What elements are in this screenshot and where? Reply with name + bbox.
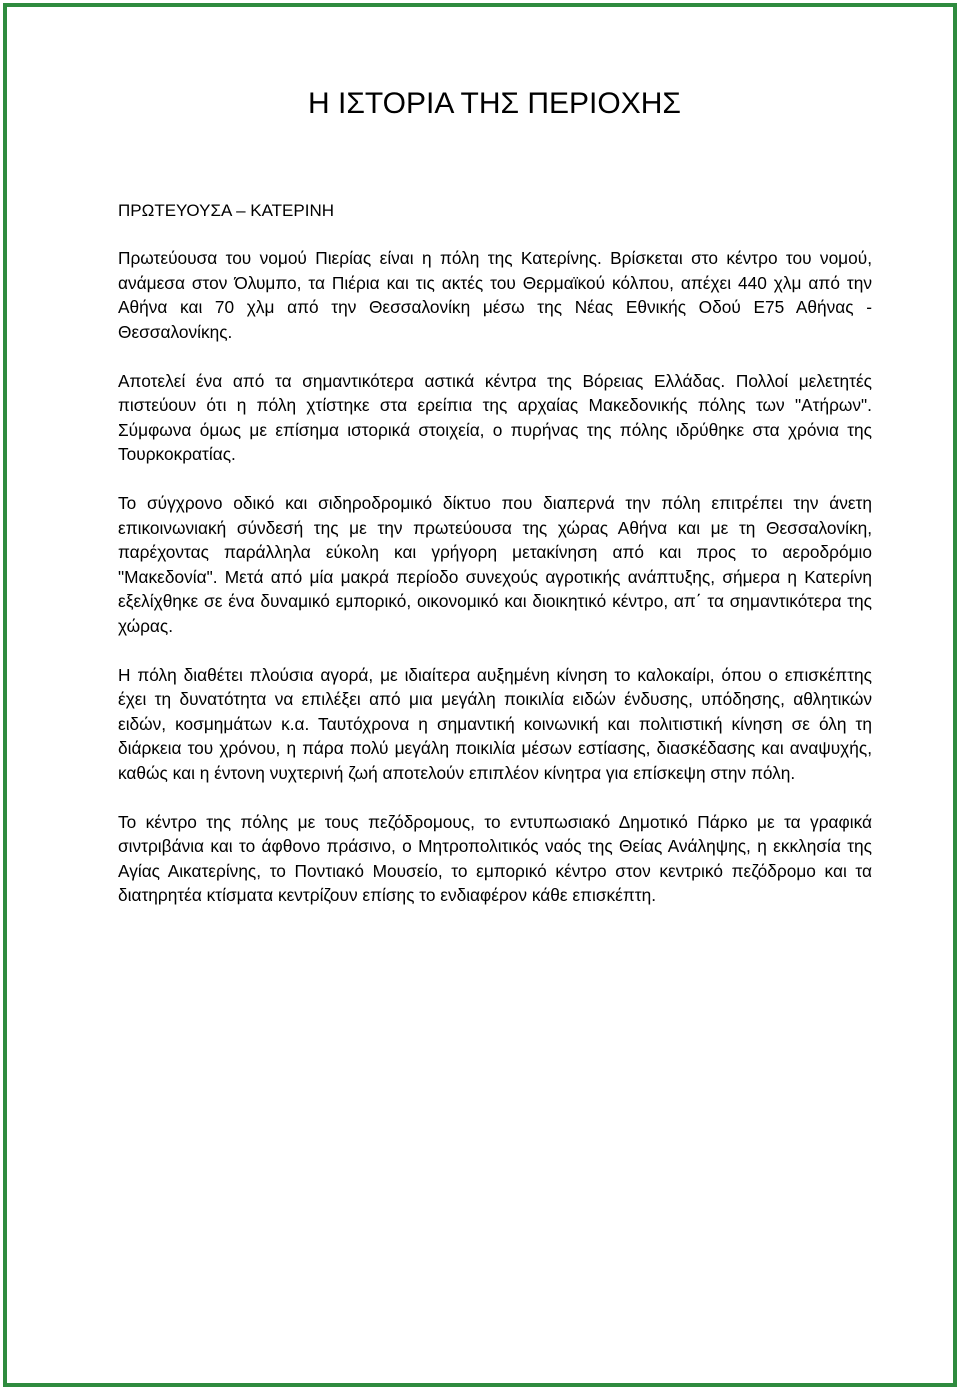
paragraph-2: Αποτελεί ένα από τα σημαντικότερα αστικά κέντρα της Βόρειας Ελλάδας. Πολλοί μελετητές πιστεύουν ότι η πόλη χτίστηκε στα ερείπια της αρχαίας Μακεδονικής πόλης των "Ατήρων". Σύμφωνα όμως με επίσημα ιστορικά στοιχεία, ο πυρήνας της πόλης ιδρύθηκε στα χρόνια της Τουρκοκρατίας. [118,370,872,464]
body-text [118,246,872,932]
paragraph-3: Το σύγχρονο οδικό και σιδηροδρομικό δίκτυο που διαπερνά την πόλη επιτρέπει την άνετη επικοινωνιακή σύνδεσή της με την πρωτεύουσα της χώρας Αθήνα και με τη Θεσσαλονίκη, παρέχοντας παράλληλα εύκολη και γρήγορη μετακίνηση από και προς το αεροδρόμιο "Μακεδονία". Μετά από μία μακρά περίοδο συνεχούς αγροτικής ανάπτυξης, σήμερα η Κατερίνη εξελίχθηκε σε ένα δυναμικό εμπορικό, οικονομικό και διοικητικό κέντρο, απ΄ τα σημαντικότερα της χώρας. [118,493,872,636]
page-title: Η ΙΣΤΟΡΙΑ ΤΗΣ ΠΕΡΙΟΧΗΣ [308,87,681,120]
paragraph-1: Πρωτεύουσα του νομού Πιερίας είναι η πόλη της Κατερίνης. Βρίσκεται στο κέντρο του νομού, ανάμεσα στον Όλυμπο, τα Πιέρια και τις ακτές του Θερμαϊκού κόλπου, απέχει 440 χλμ από την Αθήνα και 70 χλμ από την Θεσσαλονίκη μέσω της Νέας Εθνικής Οδού Ε75 Αθήνας - Θεσσαλονίκης. [118,248,872,342]
paragraph-4: Η πόλη διαθέτει πλούσια αγορά, με ιδιαίτερα αυξημένη κίνηση το καλοκαίρι, όπου ο επισκέπτης έχει τη δυνατότητα να επιλέξει από μια μεγάλη ποικιλία ειδών ένδυσης, υπόδησης, αθλητικών ειδών, κοσμημάτων κ.α. Ταυτόχρονα η σημαντική κοινωνική και πολιτιστική κίνηση σε όλη τη διάρκεια του χρόνου, η πάρα πολύ μεγάλη ποικιλία μέσων εστίασης, διασκέδασης και αναψυχής, καθώς και η έντονη νυχτερινή ζωή αποτελούν επιπλέον κίνητρα για επίσκεψη στην πόλη. [118,664,872,783]
paragraph-5: Το κέντρο της πόλης με τους πεζόδρομους, το εντυπωσιακό Δημοτικό Πάρκο με τα γραφικά σιντριβάνια και το άφθονο πράσινο, ο Μητροπολιτικός ναός της Θείας Ανάληψης, η εκκλησία της Αγίας Αικατερίνης, το Ποντιακό Μουσείο, το εμπορικό κέντρο στον κεντρικό πεζόδρομο και τα διατηρητέα κτίσματα κεντρίζουν επίσης το ενδιαφέρον κάθε επισκέπτη. [118,811,872,905]
section-heading: ΠΡΩΤΕΥΟΥΣΑ – ΚΑΤΕΡΙΝΗ [118,201,335,220]
